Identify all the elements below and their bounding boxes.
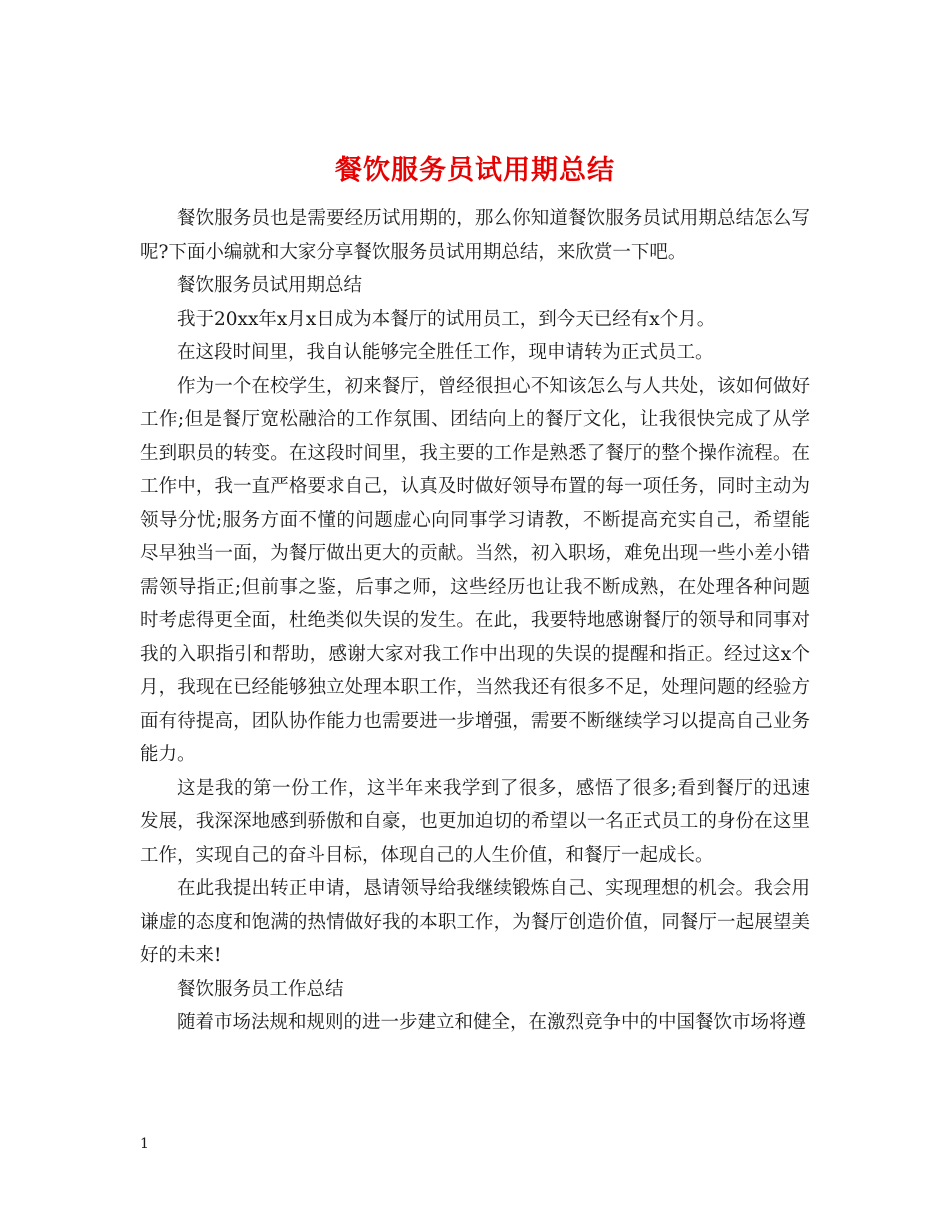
paragraph-first-job: 这是我的第一份工作，这半年来我学到了很多，感悟了很多;看到餐厅的迅速发展，我深深地感到骄傲和自豪，也更加迫切的希望以一名正式员工的身份在这里工作，实现自己的奋斗目标，体现自己的人生价值，和餐厅一起成长。	[140, 777, 810, 866]
section-heading-work-summary: 餐饮服务员工作总结	[177, 978, 344, 1000]
document-title: 餐饮服务员试用期总结	[335, 155, 615, 187]
paragraph-market: 随着市场法规和规则的进一步建立和健全，在激烈竞争中的中国餐饮市场将遵	[177, 1012, 807, 1033]
paragraph-application: 在这段时间里，我自认能够完全胜任工作，现申请转为正式员工。	[177, 342, 714, 363]
paragraph-request: 在此我提出转正申请，恳请领导给我继续锻炼自己、实现理想的机会。我会用谦虚的态度和饱满的热情做好我的本职工作，为餐厅创造价值，同餐厅一起展望美好的未来!	[140, 878, 810, 966]
section-heading-trial-summary: 餐饮服务员试用期总结	[177, 275, 363, 296]
document-body	[140, 202, 810, 1040]
paragraph-experience: 作为一个在校学生，初来餐厅，曾经很担心不知该怎么与人共处，该如何做好工作;但是餐厅宽松融洽的工作氛围、团结向上的餐厅文化，让我很快完成了从学生到职员的转变。在这段时间里，我主要的工作是熟悉了餐厅的整个操作流程。在工作中，我一直严格要求自己，认真及时做好领导布置的每一项任务，同时主动为领导分忧;服务方面不懂的问题虚心向同事学习请教，不断提高充实自己，希望能尽早独当一面，为餐厅做出更大的贡献。当然，初入职场，难免出现一些小差小错需领导指正;但前事之鉴，后事之师，这些经历也让我不断成熟，在处理各种问题时考虑得更全面，杜绝类似失误的发生。在此，我要特地感谢餐厅的领导和同事对我的入职指引和帮助，感谢大家对我工作中出现的失误的提醒和指正。经过这x个月，我现在已经能够独立处理本职工作，当然我还有很多不足，处理问题的经验方面有待提高，团队协作能力也需要进一步增强，需要不断继续学习以提高自己业务能力。	[140, 375, 810, 765]
paragraph-intro: 餐饮服务员也是需要经历试用期的，那么你知道餐饮服务员试用期总结怎么写呢?下面小编就和大家分享餐饮服务员试用期总结，来欣赏一下吧。	[140, 208, 810, 263]
page-number: 1	[140, 1136, 149, 1152]
paragraph-start-date: 我于20xx年x月x日成为本餐厅的试用员工，到今天已经有x个月。	[177, 308, 716, 330]
